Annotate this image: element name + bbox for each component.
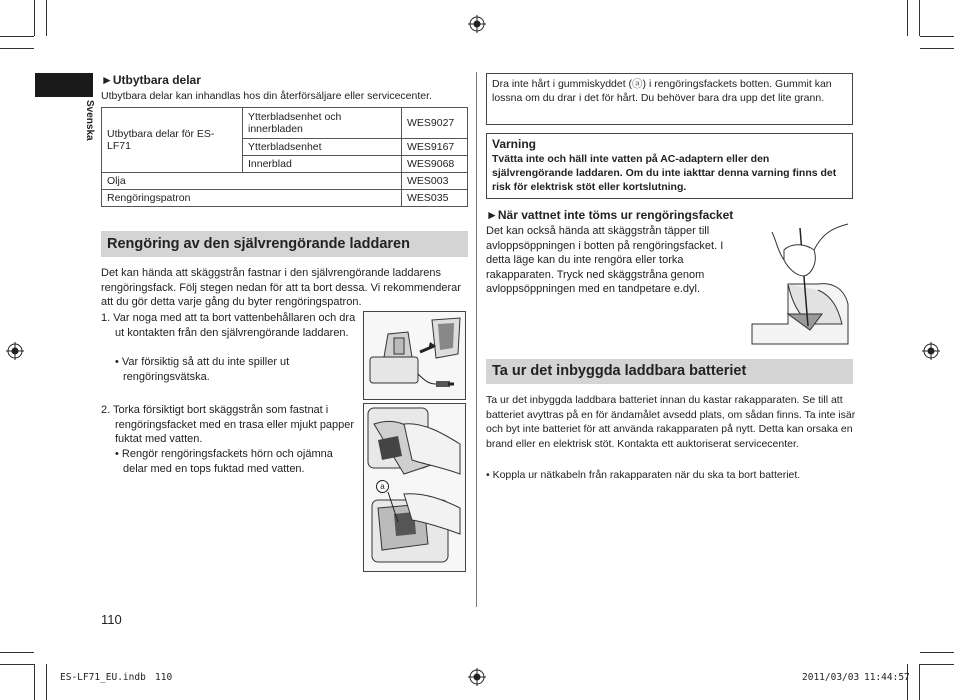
step-1-text: 1. Var noga med att ta bort vattenbehållaren och dra ut kontakten från den självrengörande laddaren. (101, 312, 356, 339)
part-code: WES9167 (402, 139, 468, 156)
drain-figure (748, 222, 853, 346)
warning-title: Varning (492, 137, 537, 151)
table-row (102, 173, 468, 190)
figure-marker-a: a (376, 480, 389, 493)
column-divider (476, 72, 477, 607)
crop-mark (907, 0, 908, 36)
part-name: Olja (102, 173, 402, 190)
part-code: WES9027 (402, 108, 468, 139)
cleaning-figure (363, 403, 466, 572)
part-code: WES035 (402, 190, 468, 207)
crop-mark (0, 652, 34, 653)
registration-mark-icon (468, 668, 486, 686)
crop-mark (34, 664, 35, 700)
battery-text: Ta ur det inbyggda laddbara batteriet innan du kastar rakapparaten. Se till att batteriet avyttras på en för ändamålet avsedd plats, om sådan finns. Ta inte isär och byt inte batteriet för att använda rakapparaten på nytt. Detta kan orsaka en brand eller en elektrisk stöt. Kontakta ett auktoriserat servicecenter. (486, 394, 856, 450)
part-code: WES9068 (402, 156, 468, 173)
step-2-text: 2. Torka försiktigt bort skäggstrån som fastnat i rengöringsfacket med en trasa eller mjukt papper fuktat med vatten. (101, 404, 355, 445)
crop-mark (0, 48, 34, 49)
parts-table (101, 107, 468, 207)
battery-section-title: Ta ur det inbyggda laddbara batteriet (486, 359, 853, 384)
part-name: Innerblad (243, 156, 402, 173)
crop-mark (46, 0, 47, 36)
cleaning-section-title: Rengöring av den självrengörande laddaren (101, 231, 468, 257)
part-code: WES003 (402, 173, 468, 190)
footer-date: 2011/03/03 (802, 672, 860, 683)
charger-illustration (364, 312, 465, 399)
battery-bullet: • Koppla ur nätkabeln från rakapparaten när du ska ta bort batteriet. (486, 469, 801, 481)
registration-mark-icon (6, 342, 24, 360)
warning-text: Tvätta inte och häll inte vatten på AC-adaptern eller den självrengörande laddaren. Om du inte iakttar denna varning finns det risk för elektrisk stöt eller kortslutning. (492, 153, 837, 193)
crop-mark (920, 652, 954, 653)
drain-heading: ►När vattnet inte töms ur rengöringsfacket (486, 208, 734, 222)
footer-page: 110 (155, 672, 173, 683)
crop-mark (919, 664, 920, 700)
crop-mark (0, 664, 34, 665)
step-2-bullet: • Rengör rengöringsfackets hörn och ojämna delar med en tops fuktad med vatten. (115, 448, 333, 475)
registration-mark-icon (922, 342, 940, 360)
crop-mark (34, 0, 35, 36)
crop-mark (920, 664, 954, 665)
table-row (102, 108, 468, 139)
crop-mark (46, 664, 47, 700)
rubber-note-box: Dra inte hårt i gummiskyddet (ⓐ) i rengöringsfackets botten. Gummit kan lossna om du drar i det för hårt. Du behöver bara dra upp det lite grann. (486, 73, 853, 125)
language-label: Svenska (84, 100, 95, 141)
drain-illustration (748, 222, 853, 346)
part-name: Rengöringspatron (102, 190, 402, 207)
table-row (102, 190, 468, 207)
registration-mark-icon (468, 15, 486, 33)
drain-text: Det kan också hända att skäggstrån täpper till avloppsöppningen i botten på rengöringsfacket. I detta läge kan du inte rengöra eller torka rakapparaten. Tryck ned skäggstråna genom avloppsöppningen med en tandpetare e.dyl. (486, 225, 724, 295)
parts-group-label: Utbytbara delar för ES-LF71 (102, 108, 243, 173)
crop-mark (920, 48, 954, 49)
step-1-bullet: • Var försiktig så att du inte spiller ut rengöringsvätska. (115, 356, 290, 383)
footer-file: ES-LF71_EU.indb (60, 672, 146, 683)
page-number: 110 (101, 612, 122, 627)
crop-mark (919, 0, 920, 36)
cleaning-intro: Det kan hända att skäggstrån fastnar i den självrengörande laddarens rengöringsfack. Följ stegen nedan för att ta bort dessa. Vi rekommenderar att du gör detta varje gång du byter rengöringspatron. (101, 267, 461, 308)
crop-mark (0, 36, 34, 37)
parts-intro: Utbytbara delar kan inhandlas hos din återförsäljare eller servicecenter. (101, 90, 432, 102)
language-tab (35, 73, 93, 97)
part-name: Ytterbladsenhet och innerbladen (243, 108, 402, 139)
crop-mark (920, 36, 954, 37)
warning-box (486, 133, 853, 199)
part-name: Ytterbladsenhet (243, 139, 402, 156)
charger-figure (363, 311, 466, 400)
parts-heading: ►Utbytbara delar (101, 73, 201, 87)
footer-time: 11:44:57 (864, 672, 910, 683)
